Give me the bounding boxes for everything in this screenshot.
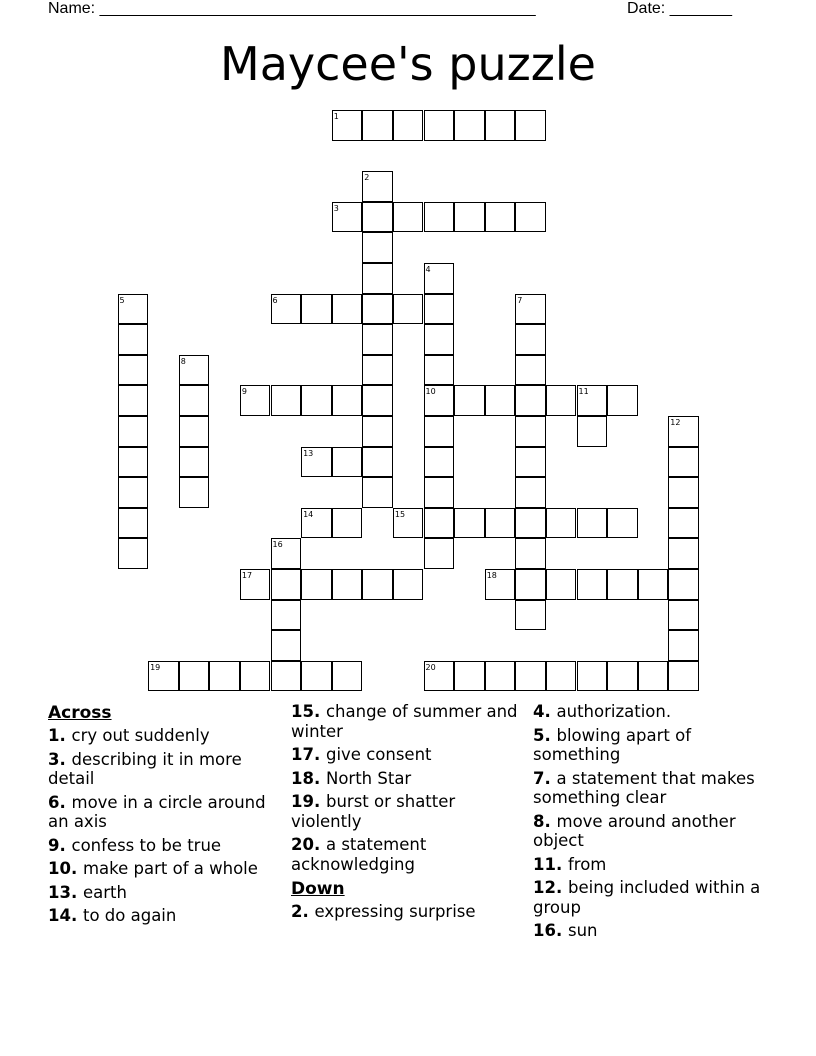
- grid-cell[interactable]: [668, 661, 699, 692]
- clue-num: 2.: [291, 902, 315, 921]
- grid-cell[interactable]: [485, 385, 516, 416]
- clue-num: 12.: [533, 878, 568, 897]
- clue-num: 8.: [533, 811, 557, 831]
- clue-number: 7: [517, 295, 523, 305]
- grid-cell[interactable]: [118, 355, 149, 386]
- grid-cell[interactable]: [424, 355, 455, 386]
- down-clue: [533, 921, 769, 941]
- grid-cell[interactable]: [515, 110, 546, 141]
- grid-cell[interactable]: [362, 324, 393, 355]
- grid-cell[interactable]: [362, 110, 393, 141]
- grid-cell[interactable]: [424, 508, 455, 539]
- clue-num: 11.: [533, 854, 568, 874]
- clue-number: 15: [394, 509, 406, 519]
- clue-column-1: [48, 702, 284, 930]
- grid-cell[interactable]: [362, 202, 393, 233]
- across-clue: [48, 726, 284, 746]
- clue-num: 9.: [48, 835, 72, 855]
- grid-cell[interactable]: [362, 447, 393, 478]
- grid-cell[interactable]: [577, 385, 608, 416]
- grid-cell[interactable]: [577, 661, 608, 692]
- across-clue: [291, 792, 527, 831]
- clue-number: 5: [119, 295, 125, 305]
- grid-cell[interactable]: [332, 294, 363, 325]
- grid-cell[interactable]: [638, 569, 669, 600]
- grid-cell[interactable]: [362, 477, 393, 508]
- clue-text: blowing apart of something: [533, 725, 692, 764]
- grid-cell[interactable]: [118, 477, 149, 508]
- grid-cell[interactable]: [424, 416, 455, 447]
- down-clue: [533, 855, 769, 875]
- grid-cell[interactable]: [577, 416, 608, 447]
- clue-text: move around another object: [533, 811, 736, 850]
- grid-cell[interactable]: [179, 447, 210, 478]
- grid-cell[interactable]: [668, 600, 699, 631]
- grid-cell[interactable]: [301, 447, 332, 478]
- grid-cell[interactable]: [607, 385, 638, 416]
- grid-cell[interactable]: [668, 538, 699, 569]
- grid-cell[interactable]: [546, 385, 577, 416]
- grid-cell[interactable]: [271, 294, 302, 325]
- grid-cell[interactable]: [515, 416, 546, 447]
- grid-cell[interactable]: [118, 294, 149, 325]
- grid-cell[interactable]: [118, 416, 149, 447]
- down-clue: [533, 812, 769, 851]
- grid-cell[interactable]: [668, 447, 699, 478]
- clue-text: describing it in more detail: [48, 749, 242, 788]
- clue-num: 15.: [291, 702, 326, 721]
- grid-cell[interactable]: [301, 294, 332, 325]
- name-field[interactable]: Name: _________________________________________________: [48, 0, 536, 17]
- across-clue: [291, 702, 527, 741]
- grid-cell[interactable]: [485, 569, 516, 600]
- clue-text: a statement that makes something clear: [533, 768, 755, 807]
- grid-cell[interactable]: [454, 110, 485, 141]
- clue-text: expressing surprise: [314, 902, 476, 921]
- clue-number: 9: [241, 387, 247, 397]
- grid-cell[interactable]: [301, 508, 332, 539]
- clue-text: sun: [567, 921, 598, 940]
- grid-cell[interactable]: [332, 447, 363, 478]
- clue-number: 1: [333, 112, 339, 121]
- grid-cell[interactable]: [424, 385, 455, 416]
- down-clue: [291, 902, 527, 922]
- grid-cell[interactable]: [424, 661, 455, 692]
- across-clue: [48, 793, 284, 832]
- across-clue: [291, 835, 527, 874]
- clue-text: authorization.: [556, 702, 672, 721]
- grid-cell[interactable]: [332, 508, 363, 539]
- grid-cell[interactable]: [301, 661, 332, 692]
- date-field[interactable]: Date: _______: [627, 0, 732, 17]
- clue-text: from: [567, 854, 607, 874]
- grid-cell[interactable]: [668, 477, 699, 508]
- grid-cell[interactable]: [332, 385, 363, 416]
- grid-cell[interactable]: [424, 324, 455, 355]
- grid-cell[interactable]: [485, 202, 516, 233]
- grid-cell[interactable]: [485, 110, 516, 141]
- grid-cell[interactable]: [454, 385, 485, 416]
- grid-cell[interactable]: [301, 569, 332, 600]
- clue-number: 10: [425, 387, 436, 397]
- across-clue: [291, 745, 527, 765]
- grid-cell[interactable]: [271, 600, 302, 631]
- grid-cell[interactable]: [179, 385, 210, 416]
- across-clue: [48, 883, 284, 903]
- grid-cell[interactable]: [332, 661, 363, 692]
- grid-cell[interactable]: [332, 569, 363, 600]
- grid-cell[interactable]: [607, 508, 638, 539]
- grid-cell[interactable]: [485, 508, 516, 539]
- grid-cell[interactable]: [362, 385, 393, 416]
- grid-cell[interactable]: [607, 569, 638, 600]
- clue-text: earth: [82, 882, 127, 902]
- grid-cell[interactable]: [546, 569, 577, 600]
- clue-number: 6: [272, 295, 278, 305]
- grid-cell[interactable]: [118, 447, 149, 478]
- grid-cell[interactable]: [546, 661, 577, 692]
- clue-num: 10.: [48, 859, 83, 878]
- grid-cell[interactable]: [515, 447, 546, 478]
- grid-cell[interactable]: [393, 569, 424, 600]
- grid-cell[interactable]: [424, 263, 455, 294]
- clue-num: 17.: [291, 745, 326, 764]
- clue-number: 19: [150, 662, 161, 672]
- grid-cell[interactable]: [638, 661, 669, 692]
- grid-cell[interactable]: [240, 569, 271, 600]
- clue-num: 6.: [48, 792, 72, 812]
- clue-text: move in a circle around an axis: [48, 792, 266, 831]
- grid-cell[interactable]: [240, 385, 271, 416]
- grid-cell[interactable]: [209, 661, 240, 692]
- grid-cell[interactable]: [424, 294, 455, 325]
- grid-cell[interactable]: [271, 569, 302, 600]
- grid-cell[interactable]: [271, 661, 302, 692]
- down-clue: [533, 726, 769, 765]
- clue-number: 18: [486, 571, 497, 580]
- grid-cell[interactable]: [118, 385, 149, 416]
- down-clue: [533, 878, 769, 917]
- grid-cell[interactable]: [515, 569, 546, 600]
- clue-text: to do again: [82, 906, 177, 925]
- grid-cell[interactable]: [424, 447, 455, 478]
- puzzle-title: Maycee's puzzle: [220, 37, 596, 91]
- grid-cell[interactable]: [148, 661, 179, 692]
- clue-num: 4.: [533, 702, 557, 721]
- clue-text: make part of a whole: [82, 859, 258, 878]
- clue-number: 3: [333, 203, 339, 213]
- clue-number: 8: [180, 356, 186, 366]
- grid-cell[interactable]: [424, 477, 455, 508]
- grid-cell[interactable]: [393, 110, 424, 141]
- clue-num: 13.: [48, 882, 83, 902]
- clue-text: give consent: [325, 745, 432, 764]
- grid-cell[interactable]: [546, 508, 577, 539]
- grid-cell[interactable]: [362, 171, 393, 202]
- clue-number: 2: [364, 173, 370, 183]
- grid-cell[interactable]: [118, 508, 149, 539]
- grid-cell[interactable]: [424, 110, 455, 141]
- grid-cell[interactable]: [515, 477, 546, 508]
- grid-cell[interactable]: [332, 202, 363, 233]
- clue-num: 1.: [48, 726, 72, 745]
- grid-cell[interactable]: [485, 661, 516, 692]
- grid-cell[interactable]: [362, 355, 393, 386]
- grid-cell[interactable]: [179, 477, 210, 508]
- grid-cell[interactable]: [607, 661, 638, 692]
- clue-number: 20: [425, 662, 436, 672]
- grid-cell[interactable]: [515, 538, 546, 569]
- grid-cell[interactable]: [454, 661, 485, 692]
- clue-number: 13: [303, 448, 314, 458]
- clue-text: a statement acknowledging: [291, 835, 427, 874]
- grid-cell[interactable]: [179, 416, 210, 447]
- clue-num: 20.: [291, 835, 326, 854]
- grid-cell[interactable]: [118, 538, 149, 569]
- grid-cell[interactable]: [271, 385, 302, 416]
- clue-number: 14: [303, 509, 314, 519]
- grid-cell[interactable]: [362, 416, 393, 447]
- clue-text: burst or shatter violently: [291, 792, 456, 831]
- across-heading: Across: [48, 703, 112, 723]
- down-heading: Down: [291, 879, 345, 899]
- clue-text: cry out suddenly: [71, 726, 210, 745]
- clue-num: 3.: [48, 749, 72, 769]
- clue-text: being included within a group: [533, 878, 761, 917]
- clue-number: 17: [241, 571, 253, 580]
- clue-number: 4: [425, 265, 431, 274]
- clue-num: 16.: [533, 921, 568, 940]
- clue-num: 18.: [291, 768, 326, 788]
- grid-cell[interactable]: [424, 202, 455, 233]
- clue-number: 11: [578, 387, 589, 397]
- grid-cell[interactable]: [271, 538, 302, 569]
- grid-cell[interactable]: [362, 569, 393, 600]
- clue-text: change of summer and winter: [291, 702, 518, 741]
- grid-cell[interactable]: [515, 355, 546, 386]
- grid-cell[interactable]: [240, 661, 271, 692]
- grid-cell[interactable]: [362, 232, 393, 263]
- grid-cell[interactable]: [332, 110, 363, 141]
- grid-cell[interactable]: [515, 324, 546, 355]
- grid-cell[interactable]: [515, 600, 546, 631]
- grid-cell[interactable]: [577, 508, 608, 539]
- grid-cell[interactable]: [362, 294, 393, 325]
- down-clue: [533, 769, 769, 808]
- grid-cell[interactable]: [362, 263, 393, 294]
- grid-cell[interactable]: [668, 630, 699, 661]
- grid-cell[interactable]: [393, 294, 424, 325]
- grid-cell[interactable]: [668, 569, 699, 600]
- across-clue: [291, 769, 527, 789]
- grid-cell[interactable]: [515, 385, 546, 416]
- clue-column-3: [533, 702, 769, 945]
- grid-cell[interactable]: [668, 508, 699, 539]
- grid-cell[interactable]: [179, 661, 210, 692]
- grid-cell[interactable]: [271, 630, 302, 661]
- grid-cell[interactable]: [393, 202, 424, 233]
- clue-number: 12: [670, 418, 681, 427]
- grid-cell[interactable]: [301, 385, 332, 416]
- clue-num: 14.: [48, 906, 83, 925]
- clue-text: North Star: [325, 768, 412, 788]
- across-clue: [48, 906, 284, 926]
- clue-column-2: [291, 702, 527, 926]
- grid-cell[interactable]: [454, 508, 485, 539]
- clue-text: confess to be true: [71, 835, 222, 855]
- across-clue: [48, 836, 284, 856]
- grid-cell[interactable]: [393, 508, 424, 539]
- grid-cell[interactable]: [577, 569, 608, 600]
- grid-cell[interactable]: [515, 508, 546, 539]
- grid-cell[interactable]: [668, 416, 699, 447]
- clue-num: 19.: [291, 792, 326, 811]
- grid-cell[interactable]: [454, 202, 485, 233]
- grid-cell[interactable]: [515, 294, 546, 325]
- across-clue: [48, 859, 284, 879]
- clue-num: 5.: [533, 725, 557, 745]
- grid-cell[interactable]: [515, 202, 546, 233]
- across-clue: [48, 750, 284, 789]
- clue-number: 16: [272, 540, 283, 550]
- clue-num: 7.: [533, 768, 557, 788]
- grid-cell[interactable]: [424, 538, 455, 569]
- grid-cell[interactable]: [118, 324, 149, 355]
- grid-cell[interactable]: [515, 661, 546, 692]
- grid-cell[interactable]: [179, 355, 210, 386]
- down-clue: [533, 702, 769, 722]
